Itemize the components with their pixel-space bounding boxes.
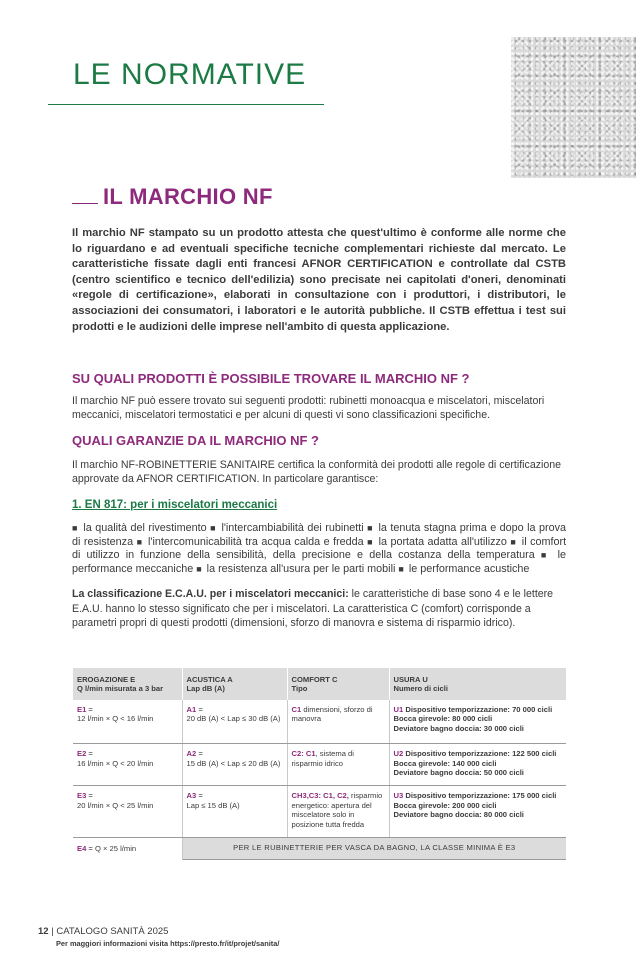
bullet-item: la qualità del rivestimento [83,522,207,534]
bullet-square-icon: ■ [367,536,374,547]
page-number: 12 [38,926,49,937]
table-header-row [73,668,566,700]
bullet-item: l'intercomunicabilità tra acqua calda e fredda [147,535,364,548]
bullet-item: la resistenza all'usura per le parti mobili [206,562,396,575]
cell-usura: U3 Dispositivo temporizzazione: 175 000 cicli Bocca girevole: 200 000 cicli Deviatore bagno doccia: 80 000 cicli [389,786,566,838]
ecau-classification-table [73,668,566,860]
footer-info-link: Per maggiori informazioni visita https://presto.fr/it/projet/sanita/ [56,939,280,948]
cell-acustica: A2 = 15 dB (A) < Lap ≤ 20 dB (A) [182,744,287,786]
bullet-item: la tenuta stagna prima e dopo la prova di resistenza [72,522,567,548]
cell-erogazione: E2 = 16 l/min × Q < 20 l/min [73,744,182,786]
products-heading: SU QUALI PRODOTTI È POSSIBILE TROVARE IL MARCHIO NF ? [72,371,470,386]
en817-subheading: 1. EN 817: per i miscelatori meccanici [72,499,278,511]
bullet-square-icon: ■ [540,550,550,561]
classification-text: le caratteristiche di base sono 4 e le lettere E.A.U. hanno lo stesso significato che per i miscelatori. La caratteristica C (comfort) corrisponde a parametri propri di questi prodotti (dimensioni, sforzo di manovra e sistema di risparmio idrico). [72,588,554,629]
title-underline [48,104,324,105]
cell-comfort: C2: C1, sistema di risparmio idrico [287,744,389,786]
section-title-dash [72,203,98,204]
bullet-item: le performance meccaniche [72,549,567,575]
cell-erogazione: E1 = 12 l/min × Q < 16 l/min [73,700,182,744]
cell-erogazione: E4 = Q × 25 l/min [73,838,182,860]
table-row [73,744,566,786]
bullet-item: il comfort di utilizzo in funzione della sensibilità, della precisione e della costanza della temperatura [72,535,567,562]
bullet-square-icon: ■ [367,523,374,533]
header-usura: USURA U Numero di cicli [389,668,566,700]
classification-lead: La classificazione E.C.A.U. per i miscelatori meccanici: [72,588,349,600]
header-acustica: ACUSTICA A Lap dB (A) [182,668,287,700]
guarantee-bullet-list [72,522,566,576]
table-row [73,786,566,838]
page-footer: 12 | CATALOGO SANITÀ 2025 [38,926,169,937]
header-erogazione: EROGAZIONE E Q l/min misurata a 3 bar [73,668,182,700]
products-paragraph: Il marchio NF può essere trovato sui seguenti prodotti: rubinetti monoacqua e miscelatori, miscelatori meccanici, miscelatori termostatici e per alcuni di questi vi sono classificazioni specifiche. [72,395,545,421]
cell-acustica: A1 = 20 dB (A) < Lap ≤ 30 dB (A) [182,700,287,744]
catalog-name: CATALOGO SANITÀ 2025 [56,926,169,937]
section-title: IL MARCHIO NF [103,184,273,209]
cell-erogazione: E3 = 20 l/min × Q < 25 l/min [73,786,182,838]
header-comfort: COMFORT C Tipo [287,668,389,700]
table-row-last [73,838,566,860]
bullet-item: la portata adatta all'utilizzo [378,535,507,548]
cell-comfort: C1 dimensioni, sforzo di manovra [287,700,389,744]
classification-paragraph [72,587,566,631]
bullet-square-icon: ■ [210,523,216,533]
bullet-item: le performance acustiche [408,562,530,575]
bullet-square-icon: ■ [510,536,517,547]
cell-usura: U1 Dispositivo temporizzazione: 70 000 cicli Bocca girevole: 80 000 cicli Deviatore bagno doccia: 30 000 cicli [389,700,566,744]
decorative-texture-image [511,37,636,178]
table-footnote: PER LE RUBINETTERIE PER VASCA DA BAGNO, LA CLASSE MINIMA È E3 [182,838,566,860]
cell-acustica: A3 = Lap ≤ 15 dB (A) [182,786,287,838]
guarantees-heading: QUALI GARANZIE DA IL MARCHIO NF ? [72,433,319,448]
page-title: LE NORMATIVE [73,58,307,91]
bullet-square-icon: ■ [72,523,78,533]
guarantees-paragraph: Il marchio NF-ROBINETTERIE SANITAIRE certifica la conformità dei prodotti alle regole di certificazione approvate da AFNOR CERTIFICATION. In particolare garantisce: [72,459,562,485]
table-row [73,700,566,744]
bullet-item: l'intercambiabilità dei rubinetti [221,522,364,534]
bullet-square-icon: ■ [196,563,202,574]
intro-paragraph: Il marchio NF stampato su un prodotto attesta che quest'ultimo è conforme alle norme che lo riguardano e ad eventuali specifiche tecniche complementari richieste dal mercato. Le caratteristiche fissate dagli enti francesi AFNOR CERTIFICATION e controllate dal CSTB (centro scientifico e tecnico dell'edilizia) sono precisate nei capitolati d'oneri, denominati «regole di certificazione», elaborati in consultazione con i produttori, i distributori, le associazioni dei consumatori, i laboratori e le autorità pubbliche. Il CSTB effettua i test sui prodotti e le audizioni delle imprese nell'ambito di questa applicazione. [72,227,566,333]
bullet-square-icon: ■ [136,536,143,547]
cell-comfort: CH3,C3: C1, C2, risparmio energetico: apertura del miscelatore solo in posizione tutta fredda [287,786,389,838]
bullet-square-icon: ■ [398,563,404,574]
cell-usura: U2 Dispositivo temporizzazione: 122 500 cicli Bocca girevole: 140 000 cicli Deviatore bagno doccia: 50 000 cicli [389,744,566,786]
